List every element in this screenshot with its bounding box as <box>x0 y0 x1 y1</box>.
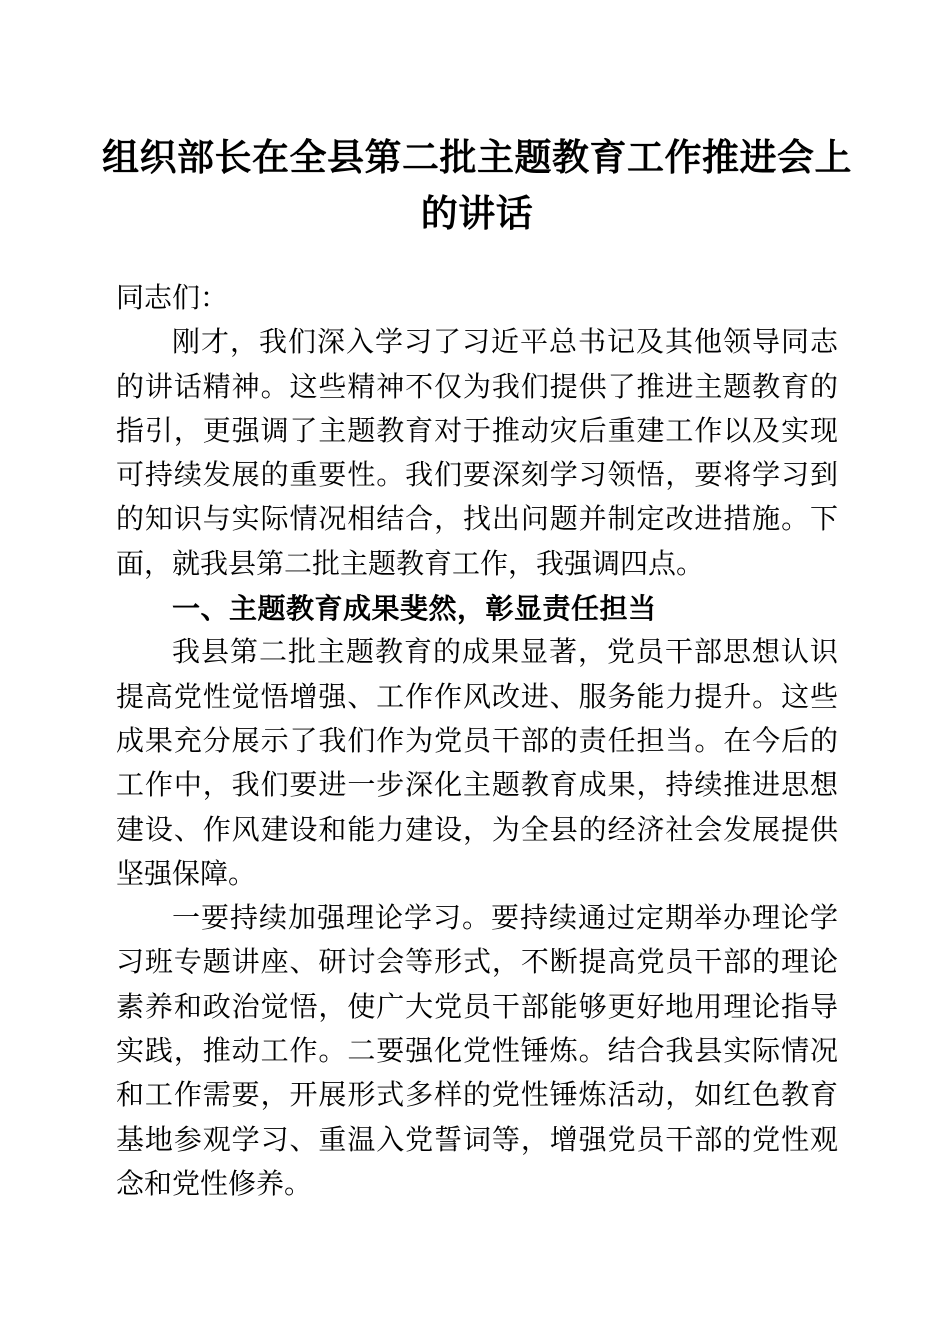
section-heading-1: 一、主题教育成果斐然，彰显责任担当 <box>172 593 657 625</box>
paragraph-achievements: 我县第二批主题教育的成果显著，党员干部思想认识提高党性觉悟增强、工作作风改进、服务能力提升。这些成果充分展示了我们作为党员干部的责任担当。在今后的工作中，我们要进一步深化主题教育成果，持续推进思想建设、作风建设和能力建设，为全县的经济社会发展提供坚强保障。 <box>116 637 838 890</box>
paragraph-requirements: 一要持续加强理论学习。要持续通过定期举办理论学习班专题讲座、研讨会等形式，不断提高党员干部的理论素养和政治觉悟，使广大党员干部能够更好地用理论指导实践，推动工作。二要强化党性锤炼。结合我县实际情况和工作需要，开展形式多样的党性锤炼活动，如红色教育基地参观学习、重温入党誓词等，增强党员干部的党性观念和党性修养。 <box>116 903 838 1200</box>
paragraph-opening: 刚才，我们深入学习了习近平总书记及其他领导同志的讲话精神。这些精神不仅为我们提供了推进主题教育的指引，更强调了主题教育对于推动灾后重建工作以及实现可持续发展的重要性。我们要深刻学习领悟，要将学习到的知识与实际情况相结合，找出问题并制定改进措施。下面，就我县第二批主题教育工作，我强调四点。 <box>116 327 838 580</box>
salutation: 同志们： <box>116 283 229 314</box>
document-title: 组织部长在全县第二批主题教育工作推进会上的讲话 <box>102 138 852 235</box>
